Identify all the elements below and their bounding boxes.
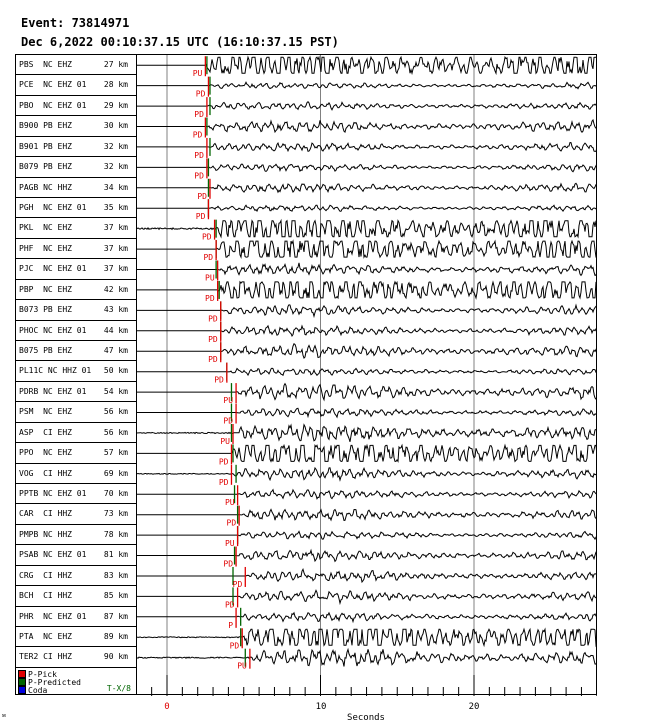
station-row bbox=[16, 259, 136, 279]
station-row bbox=[16, 607, 136, 627]
corner-mark: ᴍ bbox=[2, 712, 6, 719]
pick-label: PD bbox=[201, 232, 212, 242]
station-row bbox=[16, 484, 136, 504]
station-row bbox=[16, 55, 136, 75]
station-label-panel bbox=[15, 54, 137, 695]
station-name: PJC NC EHZ 01 bbox=[19, 264, 87, 274]
station-distance: 30 km bbox=[103, 121, 128, 131]
station-row bbox=[16, 157, 136, 177]
event-id-title: Event: 73814971 bbox=[21, 16, 130, 30]
pick-label: PD bbox=[195, 89, 206, 99]
x-tick-label-0: 0 bbox=[164, 702, 170, 712]
station-distance: 37 km bbox=[103, 243, 128, 253]
x-axis-title: Seconds bbox=[347, 713, 385, 723]
pick-label: PD bbox=[223, 416, 234, 426]
station-row bbox=[16, 341, 136, 361]
station-name: PHR NC EHZ 01 bbox=[19, 611, 87, 621]
station-row bbox=[16, 566, 136, 586]
pick-label: PU bbox=[192, 69, 203, 79]
pick-label: PD bbox=[194, 110, 204, 120]
station-distance: 47 km bbox=[103, 346, 128, 356]
station-name: PCE NC EHZ 01 bbox=[19, 80, 87, 90]
waveform-trace bbox=[137, 408, 597, 417]
station-distance: 50 km bbox=[103, 366, 128, 376]
pick-label: PD bbox=[205, 293, 215, 303]
legend-item-coda: Coda bbox=[18, 686, 47, 695]
station-distance: 37 km bbox=[103, 223, 128, 233]
station-row bbox=[16, 280, 136, 300]
station-row bbox=[16, 423, 136, 443]
waveform-trace bbox=[137, 629, 597, 645]
station-row bbox=[16, 545, 136, 565]
station-distance: 27 km bbox=[103, 60, 128, 69]
station-distance: 29 km bbox=[103, 100, 128, 110]
station-row bbox=[16, 382, 136, 402]
station-name: PBO NC EHZ 01 bbox=[19, 100, 87, 110]
pick-label: PD bbox=[208, 334, 218, 344]
station-row bbox=[16, 198, 136, 218]
pick-label: PU bbox=[223, 396, 234, 406]
station-distance: 56 km bbox=[103, 407, 128, 417]
pick-label: PD bbox=[214, 375, 224, 385]
waveform-trace bbox=[137, 490, 597, 499]
station-name: VOG CI HHZ bbox=[19, 468, 72, 478]
pick-label: PD bbox=[208, 355, 218, 365]
station-name: PSAB NC EHZ 01 bbox=[19, 550, 87, 560]
waveform-trace bbox=[137, 326, 597, 336]
station-name: CAR CI HHZ bbox=[19, 509, 72, 519]
station-name: B900 PB EHZ bbox=[19, 121, 72, 131]
station-distance: 42 km bbox=[103, 284, 128, 294]
waveform-trace bbox=[137, 510, 597, 521]
pick-label: PD bbox=[195, 212, 206, 222]
station-name: PMPB NC HHZ bbox=[19, 529, 72, 539]
station-name: PBP NC EHZ bbox=[19, 284, 72, 294]
pick-label: PD bbox=[197, 191, 207, 201]
station-name: PPO NC EHZ bbox=[19, 448, 72, 458]
station-row bbox=[16, 627, 136, 647]
station-name: PSM NC EHZ bbox=[19, 407, 72, 417]
station-name: PHOC NC EHZ 01 bbox=[19, 325, 87, 335]
station-row bbox=[16, 300, 136, 320]
station-distance: 69 km bbox=[103, 468, 128, 478]
station-name: PDRB NC EHZ 01 bbox=[19, 386, 87, 396]
red-swatch-icon bbox=[18, 670, 26, 678]
station-row bbox=[16, 218, 136, 238]
station-distance: 43 km bbox=[103, 305, 128, 315]
scale-note: T-X/8 bbox=[106, 684, 131, 693]
legend-item-p-predicted: P-Predicted bbox=[18, 678, 81, 687]
pick-label: P bbox=[228, 620, 234, 630]
station-row bbox=[16, 647, 136, 667]
pick-label: PD bbox=[223, 559, 234, 569]
pick-label: PD bbox=[218, 477, 229, 487]
station-distance: 28 km bbox=[103, 80, 128, 90]
waveform-trace bbox=[137, 649, 597, 666]
waveform-trace bbox=[137, 569, 597, 582]
station-name: PKL NC EHZ bbox=[19, 223, 72, 233]
waveform-trace bbox=[137, 102, 597, 110]
station-name: PHF NC EHZ bbox=[19, 243, 72, 253]
waveform-trace bbox=[137, 531, 597, 539]
pick-label: PD bbox=[194, 150, 204, 160]
station-row bbox=[16, 239, 136, 259]
pick-label: PD bbox=[226, 518, 237, 528]
station-row bbox=[16, 137, 136, 157]
station-distance: 70 km bbox=[103, 489, 128, 499]
legend bbox=[16, 668, 136, 694]
station-name: PGH NC EHZ 01 bbox=[19, 203, 87, 212]
station-name: B901 PB EHZ bbox=[19, 141, 72, 151]
station-name: BCH CI HHZ bbox=[19, 591, 72, 601]
seismogram-plot-area bbox=[137, 54, 597, 695]
station-name: PTA NC EHZ bbox=[19, 632, 72, 642]
station-row bbox=[16, 402, 136, 422]
station-name: B073 PB EHZ bbox=[19, 305, 72, 315]
station-row bbox=[16, 116, 136, 136]
waveform-trace bbox=[137, 468, 597, 480]
station-name: ASP CI EHZ bbox=[19, 427, 72, 437]
station-distance: 85 km bbox=[103, 591, 128, 601]
pick-label: PD bbox=[192, 130, 203, 140]
legend-item-p-pick: P-Pick bbox=[18, 670, 57, 679]
station-name: PL11C NC HHZ 01 bbox=[19, 366, 92, 376]
station-name: B075 PB EHZ bbox=[19, 346, 72, 356]
pick-label: PU bbox=[220, 436, 231, 446]
station-distance: 73 km bbox=[103, 509, 128, 519]
station-distance: 83 km bbox=[103, 570, 128, 580]
waveform-trace bbox=[137, 82, 597, 88]
station-row bbox=[16, 321, 136, 341]
station-row bbox=[16, 464, 136, 484]
station-distance: 32 km bbox=[103, 141, 128, 151]
waveform-trace bbox=[137, 368, 597, 375]
waveform-trace bbox=[137, 305, 597, 316]
waveform-trace bbox=[137, 613, 597, 622]
pick-label: PD bbox=[203, 253, 214, 263]
waveform-trace bbox=[137, 590, 597, 603]
station-distance: 89 km bbox=[103, 632, 128, 642]
waveform-trace bbox=[137, 384, 597, 400]
station-row bbox=[16, 75, 136, 95]
station-name: PAGB NC HHZ bbox=[19, 182, 72, 192]
station-row bbox=[16, 96, 136, 116]
station-row bbox=[16, 178, 136, 198]
station-name: CRG CI HHZ bbox=[19, 570, 72, 580]
station-row bbox=[16, 525, 136, 545]
x-tick-label-10: 10 bbox=[315, 702, 327, 712]
green-swatch-icon bbox=[18, 678, 26, 686]
waveform-trace bbox=[137, 344, 597, 358]
x-tick-label-20: 20 bbox=[468, 702, 480, 712]
station-distance: 81 km bbox=[103, 550, 128, 560]
station-name: PBS NC EHZ bbox=[19, 60, 72, 69]
pick-label: PU bbox=[237, 661, 247, 671]
pick-label: PD bbox=[224, 600, 235, 610]
station-distance: 37 km bbox=[103, 264, 128, 274]
station-row bbox=[16, 504, 136, 524]
waveform-trace bbox=[137, 425, 597, 442]
blue-swatch-icon bbox=[18, 686, 26, 694]
pick-label: PU bbox=[205, 273, 215, 283]
waveform-canvas bbox=[137, 55, 597, 696]
pick-label: PD bbox=[208, 314, 218, 324]
waveform-trace bbox=[137, 164, 597, 172]
pick-label: PD bbox=[229, 641, 240, 651]
station-distance: 54 km bbox=[103, 386, 128, 396]
waveform-trace bbox=[137, 445, 597, 461]
pick-label: PD bbox=[218, 457, 229, 467]
pick-label: PD bbox=[194, 171, 204, 181]
station-distance: 34 km bbox=[103, 182, 128, 192]
station-row bbox=[16, 443, 136, 463]
station-distance: 57 km bbox=[103, 448, 128, 458]
waveform-trace bbox=[137, 205, 597, 211]
waveform-trace bbox=[137, 143, 597, 152]
station-distance: 35 km bbox=[103, 203, 128, 212]
station-row bbox=[16, 586, 136, 606]
station-name: B079 PB EHZ bbox=[19, 162, 72, 172]
pick-label: PU bbox=[224, 498, 235, 508]
pick-label: PU bbox=[224, 539, 235, 549]
station-name: PPTB NC EHZ 01 bbox=[19, 489, 87, 499]
event-datetime: Dec 6,2022 00:10:37.15 UTC (16:10:37.15 PST) bbox=[21, 35, 339, 49]
station-distance: 32 km bbox=[103, 162, 128, 172]
station-row bbox=[16, 361, 136, 381]
pick-label: PD bbox=[232, 579, 243, 589]
station-name: TER2 CI HHZ bbox=[19, 652, 72, 662]
station-distance: 87 km bbox=[103, 611, 128, 621]
station-distance: 78 km bbox=[103, 529, 128, 539]
waveform-trace bbox=[137, 551, 597, 562]
station-distance: 56 km bbox=[103, 427, 128, 437]
station-distance: 44 km bbox=[103, 325, 128, 335]
station-distance: 90 km bbox=[103, 652, 128, 662]
